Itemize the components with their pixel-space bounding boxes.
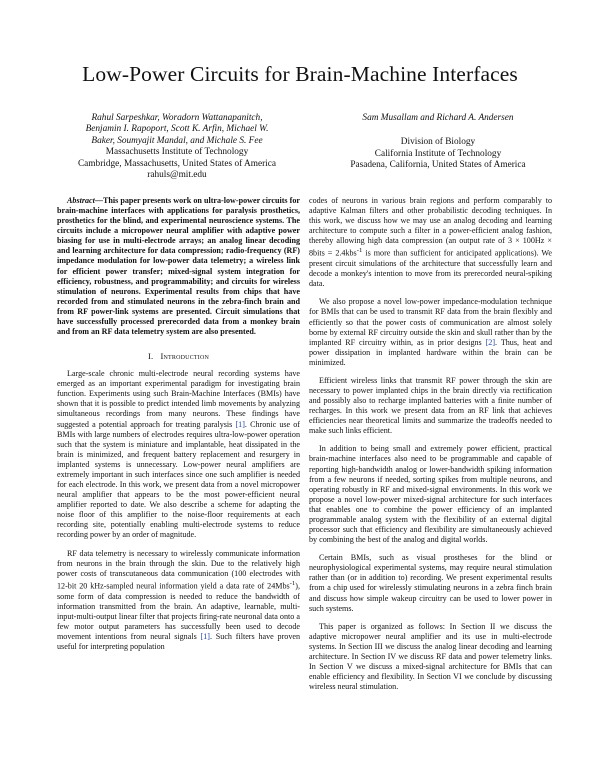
paragraph	[57, 549, 300, 652]
paper-title: Low-Power Circuits for Brain-Machine Interfaces	[82, 62, 518, 86]
paragraph	[57, 369, 300, 540]
citation-link[interactable]: [1]	[200, 631, 210, 641]
author-names-line: Benjamin I. Rapoport, Scott K. Arfin, Michael W.	[85, 124, 269, 135]
paragraph: Efficient wireless links that transmit RF power through the skin are necessary to power implanted chips in the brain directly via rectification and possibly also to recharge implanted batteries with a finite number of recharges. In this work we present data from an RF link that achieves efficiencies near theoretical limits and summarize the tradeoffs needed to make such links efficient.	[309, 375, 552, 436]
paragraph: This paper is organized as follows: In Section II we discuss the adaptive micropower neural amplifier and its use in multi-electrode systems. In Section III we discuss the analog linear decoding and learning architecture. In Section IV we discuss RF data and power telemetry links. In Section V we discuss a mixed-signal architecture for BMIs that can enable efficiency and flexibility. In Section VI we conclude by discussing wireless neural stimulation.	[309, 621, 552, 692]
author-names-left	[56, 113, 298, 147]
paragraph-text: . Thus, heat and power dissipation in implanted hardware within the brain can be minimized.	[309, 337, 552, 367]
paragraph-text: RF data telemetry is necessary to wirelessly communicate information from neurons in the brain through the skin. Due to the relatively high power costs of transcutaneous data communication (100 electrodes with 12-bit 20 kHz-sampled neural information yield a data rate of 24Mbs	[57, 548, 300, 591]
author-block-left	[56, 113, 298, 181]
column-left	[57, 196, 300, 660]
affiliation-line: Pasadena, California, United States of America	[350, 160, 526, 171]
affiliation-line: Massachusetts Institute of Technology	[105, 147, 249, 158]
affiliation-line: Division of Biology	[400, 137, 476, 148]
author-email: rahuls@mit.edu	[147, 170, 207, 181]
affiliation-line: Cambridge, Massachusetts, United States of America	[77, 158, 277, 169]
paragraph: Certain BMIs, such as visual prostheses for the blind or neurophysiological experimental systems, may require neural stimulation rather than (or in addition to) recording. We present experimental results from a chip used for wirelessly stimulating neurons in a zebra finch brain and discuss how simple wakeup circuitry can be used to lower power in such systems.	[309, 553, 552, 613]
section-heading-introduction	[57, 351, 300, 361]
citation-link[interactable]: [2]	[485, 337, 496, 347]
paragraph	[309, 196, 552, 289]
paragraph: In addition to being small and extremely power efficient, practical brain-machine interfaces also need to be programmable and capable of reporting high-bandwidth analog or lower-bandwidth spiking information from a few neurons if needed, sorting spikes from multiple neurons, and operating robustly in RF and mixed-signal environments. In this work we propose a novel low-power mixed-signal architecture for such interfaces that enables one to combine the power efficiency of an implanted programmable analog system with the flexibility of an external digital processor such that efficiency and flexibility are simultaneously achieved by combining the best of the analog and digital worlds.	[309, 444, 552, 545]
abstract-lead: Abstract	[67, 196, 95, 205]
author-block-right	[318, 113, 558, 172]
author-names-right: Sam Musallam and Richard A. Andersen	[362, 113, 514, 123]
abstract-text: —This paper presents work on ultra-low-power circuits for brain-machine interfaces with applications for paralysis prosthetics, prosthetics for the blind, and experimental neuroscience systems. The circuits include a micropower neural amplifier with adaptive power biasing for use in multi-electrode arrays; an analog linear decoding and learning architecture for data compression; radio-frequency (RF) impedance modulation for low-power data telemetry; a wireless link for efficient power transfer; mixed-signal system integration for efficiency, robustness, and programmability; and circuits for wireless stimulation of neurons. Experimental results from chips that have recorded from and stimulated neurons in the zebra-finch brain and from RF power-link systems are presented. Circuit simulations that have successfully processed prerecorded data from a monkey brain and from an RF data telemetry system are also presented.	[57, 196, 300, 337]
paragraph-text: . Such filters have proven useful for interpreting population	[57, 631, 301, 651]
paragraph-text: ), some form of data compression is needed to reduce the bandwidth of information transmitted from the brain. An adaptive, learnable, multi-input-multi-output linear filter that projects firing-rate neuronal data onto a few motor output parameters has successfully been used to decode movement intentions from neural signals	[57, 581, 300, 641]
paragraph-text: is more than sufficient for anticipated applications). We present circuit simulations of the architecture that successfully learn and decode a monkey's intention to move from its prerecorded neural-spiking data.	[309, 249, 553, 289]
author-names-line: Rahul Sarpeshkar, Woradorn Wattanapanitch,	[91, 113, 263, 123]
superscript: -1	[289, 579, 296, 587]
affiliation-line: California Institute of Technology	[374, 148, 502, 159]
author-names-line: Baker, Soumyajit Mandal, and Michale S. Fee	[91, 135, 263, 146]
section-numeral: I.	[147, 351, 154, 362]
paragraph-text: Large-scale chronic multi-electrode neural recording systems have emerged as an important experimental paradigm for investigating brain function. Experiments using such Brain-Machine Interfaces (BMIs) have shown that it is possible to predict intended limb movements by analyzing simultaneous recordings from many neurons. These findings have suggested a potential approach for treating paralysis	[57, 369, 300, 429]
section-title: Introduction	[160, 351, 210, 362]
superscript: -1	[356, 247, 363, 255]
citation-link[interactable]: [1]	[235, 419, 245, 429]
column-right	[309, 196, 552, 700]
abstract	[57, 196, 300, 337]
paragraph-text: We also propose a novel low-power impedance-modulation technique for BMIs that can be used to transmit RF data from the brain flexibly and efficiently so that the power costs of communication are almost solely borne by external RF circuitry outside the skin and skull rather than by the implanted RF circuitry within, as in prior designs	[309, 297, 552, 347]
paragraph-text: . Chronic use of BMIs with large numbers of electrodes requires ultra-low-power operation such that the system is miniature and implantable, heat dissipated in the brain is minimized, and frequent battery replacement and resurgery in implanted systems is unnecessary. Low-power neural amplifiers are extremely important in such interfaces since one such amplifier is needed for each electrode. In this work, we present data from a novel micropower neural amplifier that appears to be the most power-efficient neural amplifier reported to date. We also describe a scheme for adapting the noise floor of this amplifier to the noise-floor requirements at each recording site, potentially enabling multi-electrode systems to reduce recording power by an order of magnitude.	[57, 419, 301, 540]
paragraph-text: codes of neurons in various brain regions and perform comparably to adaptive Kalman filters and other probabilistic decoding techniques. In this work, we discuss how we may use an analog decoding and learning architecture to compute such a filter in a power-efficient analog fashion, thereby allowing high data compression (an output rate of 3 × 100Hz × 8bits = 2.4kbs	[309, 196, 552, 259]
paragraph	[309, 297, 552, 368]
